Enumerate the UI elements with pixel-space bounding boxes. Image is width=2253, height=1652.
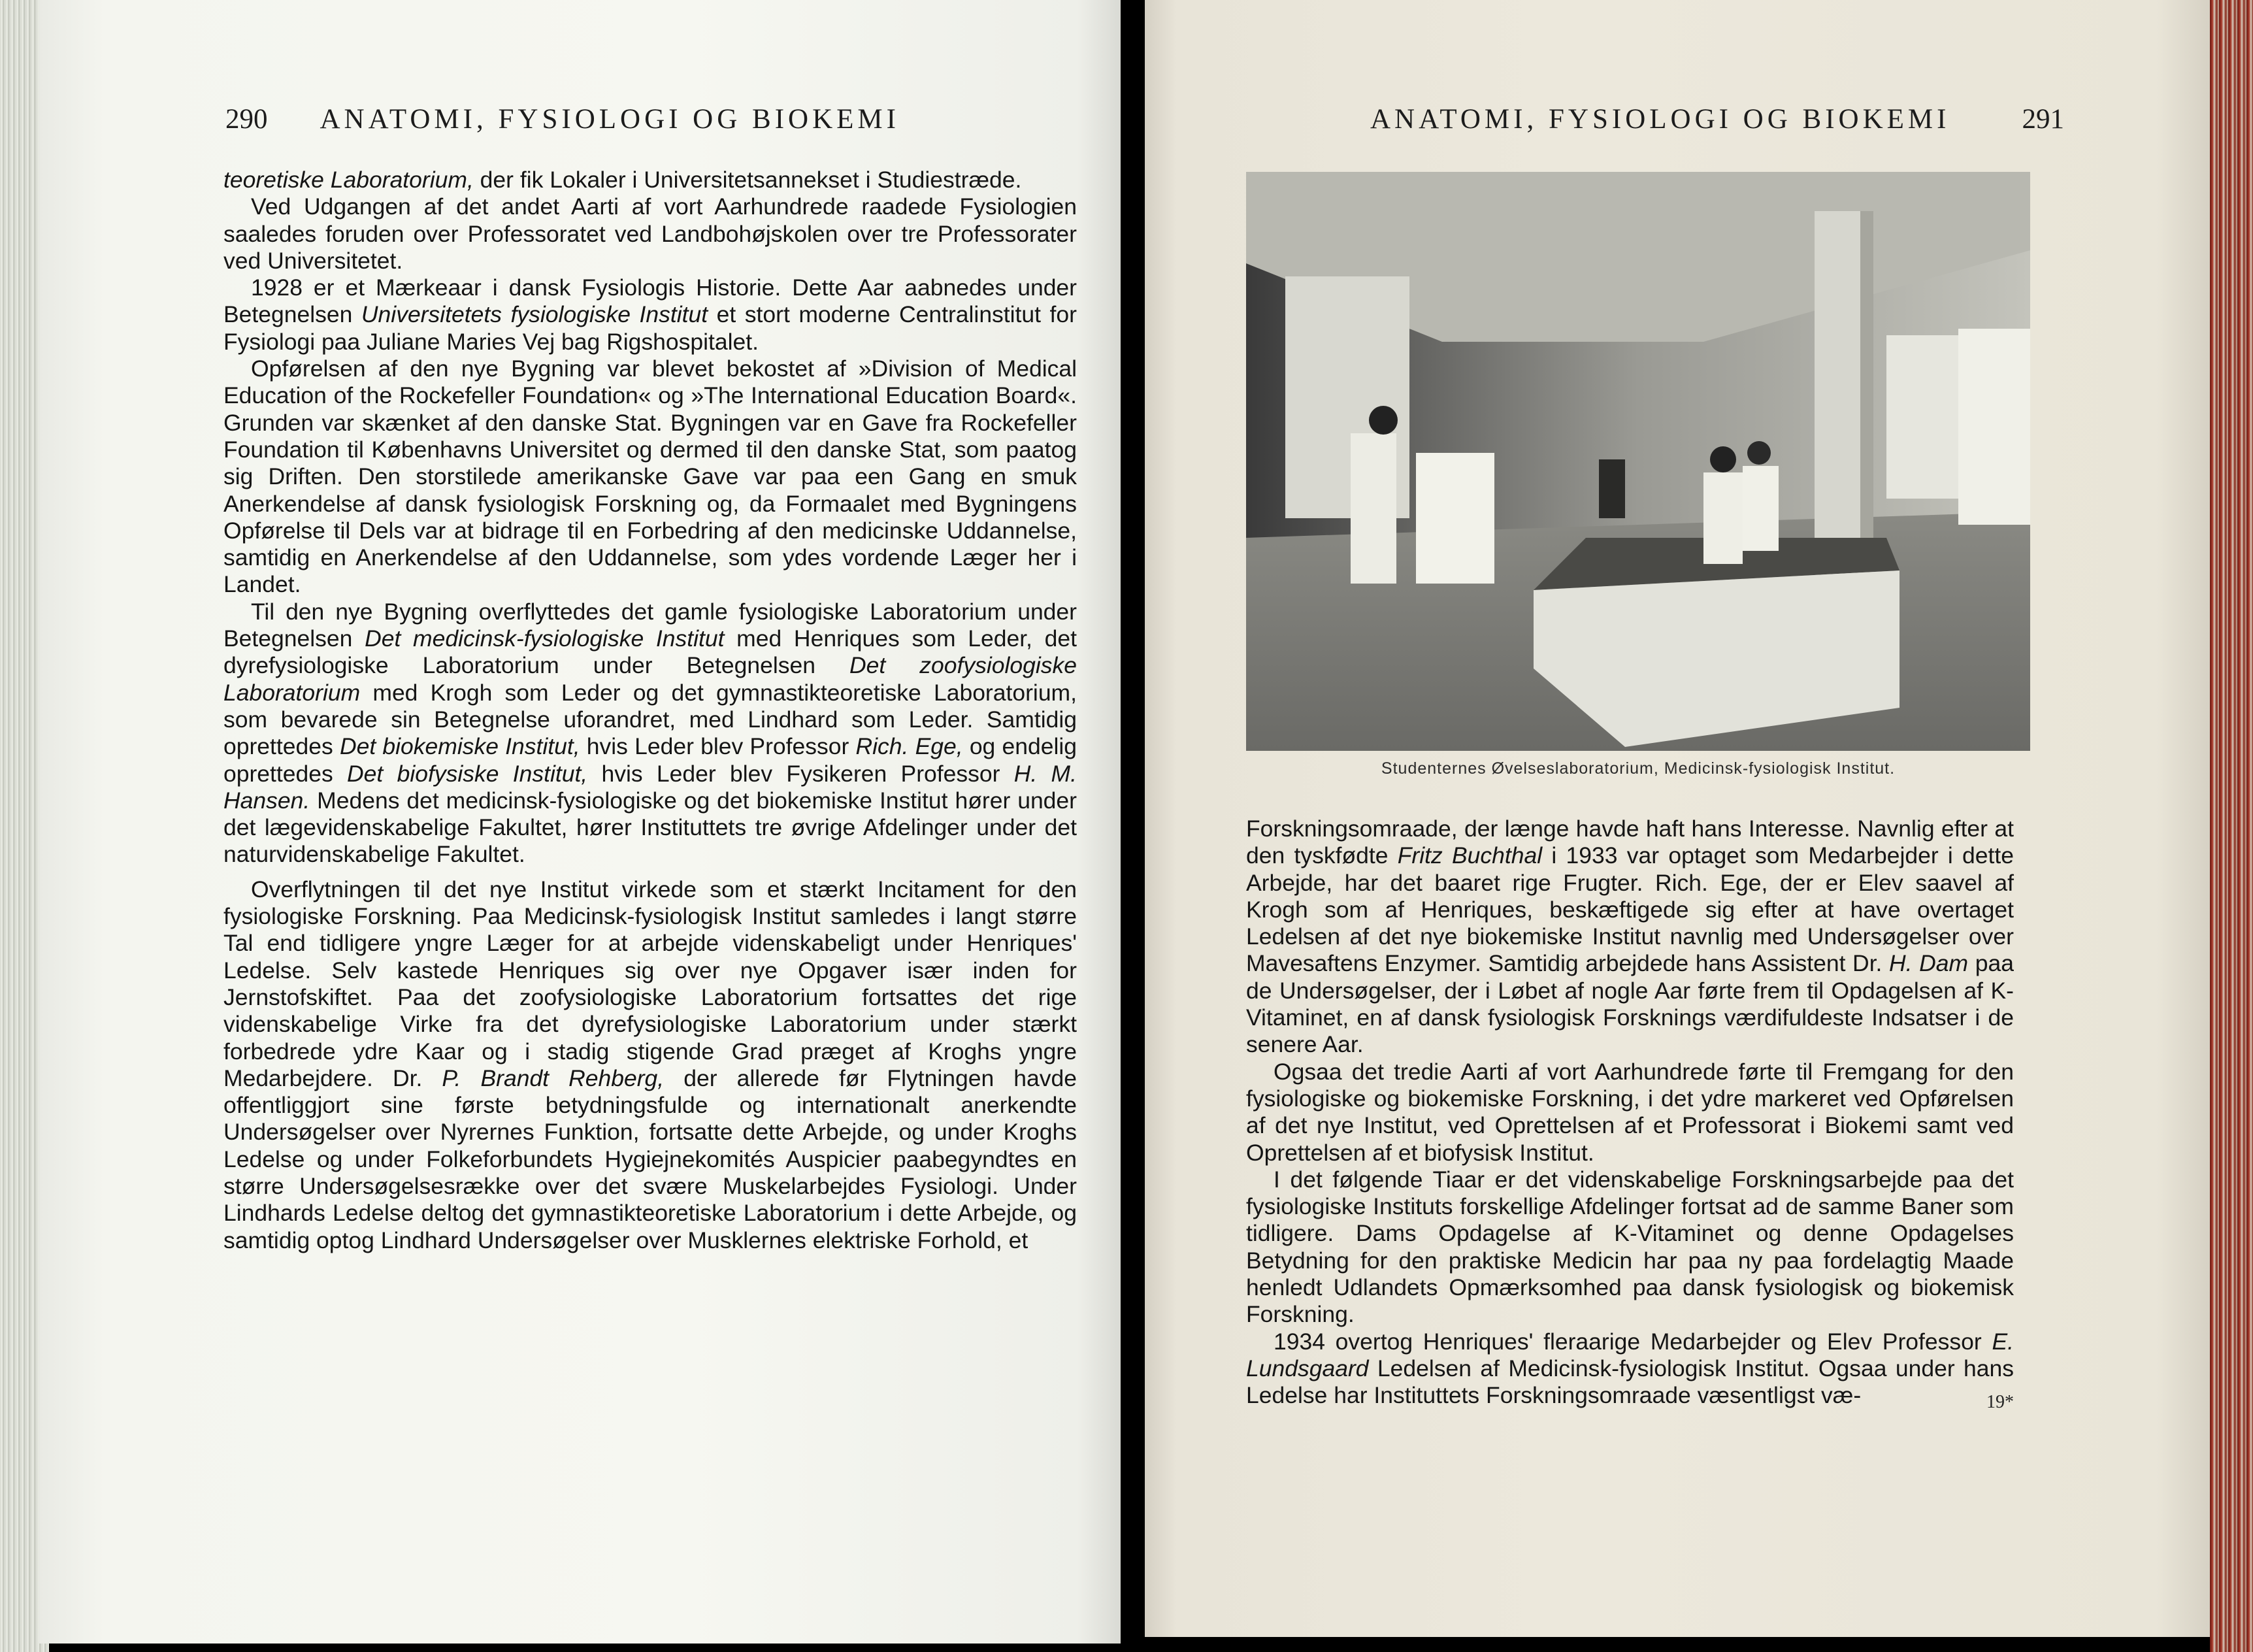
text-run: og endelig oprettedes bbox=[223, 733, 1077, 787]
left-page bbox=[39, 0, 1121, 1644]
paragraph bbox=[223, 167, 1077, 193]
laboratory-photograph bbox=[1246, 172, 2030, 751]
italic-text: Det biokemiske Institut, bbox=[339, 733, 580, 760]
left-page-number: 290 bbox=[225, 104, 268, 135]
italic-text: E. Lundsgaard bbox=[1246, 1328, 2014, 1381]
laboratory-photo-image bbox=[1246, 172, 2030, 751]
paragraph bbox=[223, 274, 1077, 355]
text-run: Til den nye Bygning overflyttedes det gamle fysiologiske Laboratorium under Betegnelsen bbox=[223, 598, 1077, 652]
text-run: Ledelsen af Medicinsk-fysiologisk Institut. Ogsaa under hans Ledelse har Instituttets Forskningsomraade væsentligst væ- bbox=[1246, 1355, 2014, 1409]
text-run: der allerede før Flytningen havde offentliggjort sine første betydningsfulde og internationalt anerkendte Undersøgelser over Nyrernes Funktion, fortsatte dette Arbejde, og under Kroghs Ledelse og under Folkeforbundets Hygiejnekomités Auspicier paabegyndtes en større Undersøgelsesrække over det svære Muskelarbejdes Fysiologi. Under Lindhards Ledelse deltog det gymnastikteoretiske Laboratorium i dette Arbejde, og samtidig optog Lindhard Undersøgelser over Musklernes elektriske Forhold, et bbox=[223, 1065, 1077, 1253]
paragraph bbox=[1246, 1059, 2014, 1166]
paragraph bbox=[1246, 1166, 2014, 1329]
text-run: Forskningsomraade, der længe havde haft hans Interesse. Navnlig efter at den tyskfødte bbox=[1246, 816, 2014, 869]
left-running-head bbox=[225, 103, 900, 149]
italic-text: P. Brandt Rehberg, bbox=[442, 1065, 665, 1091]
text-run: 1934 overtog Henriques' fleraarige Medarbejder og Elev Professor bbox=[1274, 1328, 1992, 1355]
text-run: Overflytningen til det nye Institut virkede som et stærkt Incitament for den fysiologiske Forskning. Paa Medicinsk-fysiologisk Institut samledes i langt større Tal end tidligere yngre Læger for at arbejde videnskabeligt under Henriques' Ledelse. Selv kastede Henriques sig over nye Opgaver især inden for Jernstofskiftet. Paa det zoofysiologiske Laboratorium fortsattes det rige videnskabelige Virke fra det dyrefysiologiske Laboratorium under stærkt forbedrede ydre Kaar og i stadig stigende Grad præget af Kroghs yngre Medarbejdere. Dr. bbox=[223, 876, 1077, 1091]
paragraph bbox=[223, 355, 1077, 599]
paragraph bbox=[223, 599, 1077, 868]
right-running-head-title: ANATOMI, FYSIOLOGI OG BIOKEMI bbox=[1370, 104, 1950, 135]
text-run: Ved Udgangen af det andet Aarti af vort Aarhundrede raadede Fysiologien saaledes foruden over Professoratet ved Landbohøjskolen over tre Professorater ved Universitetet. bbox=[223, 193, 1077, 274]
right-running-head bbox=[1370, 103, 2064, 149]
photo-caption: Studenternes Øvelseslaboratorium, Medicinsk-fysiologisk Institut. bbox=[1381, 759, 1896, 778]
italic-text: H. M. Hansen. bbox=[223, 760, 1077, 814]
paragraph bbox=[223, 193, 1077, 274]
text-run: 1928 er et Mærkeaar i dansk Fysiologis Historie. Dette Aar aabnedes under Betegnelsen bbox=[223, 274, 1077, 328]
right-page bbox=[1145, 0, 2210, 1637]
text-run: I det følgende Tiaar er det videnskabelige Forskningsarbejde paa det fysiologiske Instituts forskellige Afdelinger fortsat ad de samme Baner som tidligere. Dams Opdagelse af K-Vitaminet og denne Opdagelses Betydning for den praktiske Medicin har paa ny paa fordelagtig Maade henledt Udlandets Opmærksomhed paa dansk fysiologisk og biokemisk Forskning. bbox=[1246, 1166, 2014, 1328]
italic-text: Det biofysiske Institut, bbox=[347, 760, 588, 787]
paragraph bbox=[223, 876, 1077, 1254]
right-body-text bbox=[1246, 816, 2014, 1410]
text-run: et stort moderne Centralinstitut for Fysiologi paa Juliane Maries Vej bag Rigshospitalet. bbox=[223, 301, 1077, 355]
left-body-text bbox=[223, 167, 1077, 1254]
right-page-edge bbox=[2210, 0, 2253, 1652]
italic-text: H. Dam bbox=[1889, 950, 1969, 977]
text-run: hvis Leder blev Professor bbox=[580, 733, 856, 760]
italic-text: teoretiske Laboratorium, bbox=[223, 167, 474, 193]
italic-text: Det medicinsk-fysiologiske Institut bbox=[365, 625, 725, 652]
text-run: Opførelsen af den nye Bygning var blevet bekostet af »Division of Medical Education of the Rockefeller Foundation« og »The International Education Board«. Grunden var skænket af den danske Stat. Bygningen var en Gave fra Rockefeller Foundation til Københavns Universitet og dermed til den danske Stat, som paatog sig Driften. Den storstilede amerikanske Gave var paa een Gang en smuk Anerkendelse af dansk fysiologisk Forskning og, da Formaalet med Bygningens Opførelse til Dels var at bidrage til en Forbedring af den medicinske Uddannelse, samtidig en Anerkendelse af den Uddannelse, som ydes vordende Læger her i Landet. bbox=[223, 355, 1077, 598]
italic-text: Fritz Buchthal bbox=[1397, 842, 1543, 869]
text-run: paa de Undersøgelser, der i Løbet af nogle Aar førte frem til Opdagelsen af K-Vitaminet, en af dansk fysiologisk Forsknings værdifuldeste Indsatser i de senere Aar. bbox=[1246, 950, 2014, 1058]
italic-text: Rich. Ege, bbox=[855, 733, 963, 760]
text-run: med Krogh som Leder og det gymnastikteoretiske Laboratorium, som bevarede sin Betegnelse uforandret, med Lindhard som Leder. Samtidig oprettedes bbox=[223, 679, 1077, 760]
paragraph bbox=[1246, 1329, 2014, 1410]
left-running-head-title: ANATOMI, FYSIOLOGI OG BIOKEMI bbox=[320, 104, 900, 135]
text-run: med Henriques som Leder, det dyrefysiologiske Laboratorium under Betegnelsen bbox=[223, 625, 1077, 679]
text-run: Medens det medicinsk-fysiologiske og det biokemiske Institut hører under det lægevidenskabelige Fakultet, hører Instituttets tre øvrige Afdelinger under det naturvidenskabelige Fakultet. bbox=[223, 787, 1077, 868]
italic-text: Universitetets fysiologiske Institut bbox=[361, 301, 708, 328]
italic-text: Det zoofysiologiske Laboratorium bbox=[223, 652, 1077, 706]
paragraph bbox=[1246, 816, 2014, 1059]
text-run: i 1933 var optaget som Medarbejder i dette Arbejde, har det baaret rige Frugter. Rich. Ege, der er Elev saavel af Krogh som af Henriques, beskæftigede sig efter at have overtaget Ledelsen af det nye biokemiske Institut navnlig med Undersøgelser over Mavesaftens Enzymer. Samtidig arbejdede hans Assistent Dr. bbox=[1246, 842, 2015, 977]
text-run: hvis Leder blev Fysikeren Professor bbox=[587, 760, 1014, 787]
text-run: Ogsaa det tredie Aarti af vort Aarhundrede førte til Fremgang for den fysiologiske og biokemiske Forskning, i det ydre markeret ved Opførelsen af det nye Institut, ved Oprettelsen af et Professorat i Biokemi samt ved Oprettelsen af et biofysisk Institut. bbox=[1246, 1058, 2014, 1166]
signature-mark: 19* bbox=[1986, 1392, 2014, 1412]
text-run: der fik Lokaler i Universitetsannekset i Studiestræde. bbox=[473, 167, 1022, 193]
right-page-number: 291 bbox=[2022, 104, 2064, 135]
